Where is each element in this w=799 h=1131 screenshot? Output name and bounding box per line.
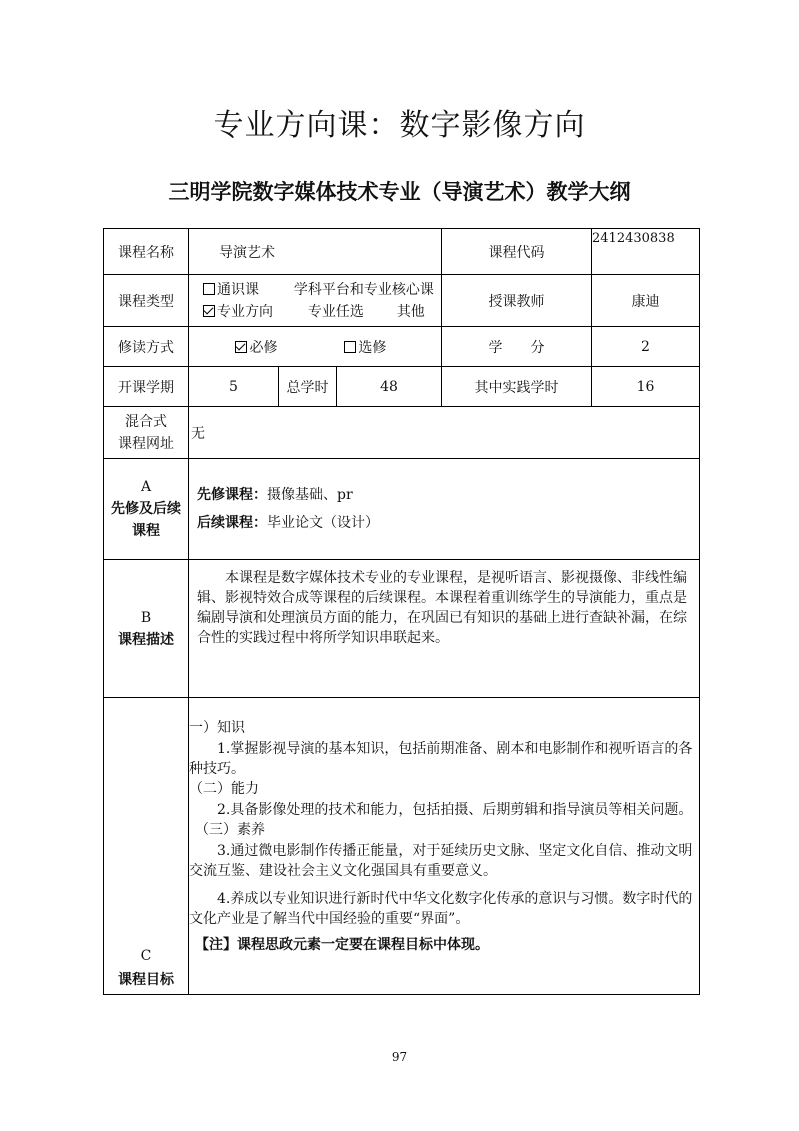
total-hours-value: 48	[337, 367, 442, 407]
credit-label: 学 分	[442, 327, 592, 367]
checkbox-checked-icon	[203, 305, 215, 317]
course-type-label: 课程类型	[104, 275, 189, 327]
c-label	[104, 698, 189, 995]
goal-note: 【注】课程思政元素一定要在课程目标中体现。	[195, 937, 489, 953]
semester-label: 开课学期	[104, 367, 189, 407]
row-b-description	[104, 560, 700, 698]
type-core: 学科平台和专业核心课	[293, 281, 434, 298]
type-general: 通识课	[217, 281, 259, 298]
practice-hours-value: 16	[592, 367, 700, 407]
row-semester	[104, 367, 700, 407]
checkbox-unchecked-icon	[203, 283, 215, 295]
prereq-value: 摄像基础、pr	[267, 487, 353, 503]
course-name-label: 课程名称	[104, 229, 189, 275]
goal-heading-knowledge: 一）知识	[189, 720, 245, 736]
total-hours-label: 总学时	[279, 367, 337, 407]
course-name-value: 导演艺术	[189, 229, 442, 275]
blended-label	[104, 407, 189, 459]
course-code-label: 课程代码	[442, 229, 592, 275]
blended-label-line1: 混合式	[125, 413, 167, 430]
goal-heading-ability: （二）能力	[189, 781, 259, 797]
checkbox-unchecked-icon	[344, 341, 356, 353]
blended-label-line2: 课程网址	[118, 435, 174, 452]
type-other: 其他	[396, 303, 425, 320]
course-description: 本课程是数字媒体技术专业的专业课程，是视听语言、影视摄像、非线性编辑、影视特效合成等课程的后续课程。本课程着重训练学生的导演能力，重点是编剧导演和处理演员方面的能力，在巩固已有知识的基础上进行查缺补漏，在综合性的实践过程中将所学知识串联起来。	[197, 570, 687, 646]
type-direction: 专业方向	[217, 303, 273, 320]
study-mode-label: 修读方式	[104, 327, 189, 367]
a-label-line2: 课程	[132, 523, 160, 539]
mode-elective: 选修	[358, 339, 387, 356]
goal-1: 1.掌握影视导演的基本知识，包括前期准备、剧本和电影制作和视听语言的各种技巧。	[189, 741, 693, 777]
c-content	[189, 698, 700, 995]
goal-2: 2.具备影像处理的技术和能力，包括拍摄、后期剪辑和指导演员等相关问题。	[217, 802, 693, 818]
blended-value: 无	[189, 407, 700, 459]
course-type-options	[189, 275, 442, 327]
study-mode-options	[189, 327, 442, 367]
mode-required: 必修	[249, 339, 278, 356]
row-course-name	[104, 229, 700, 275]
page-number: 97	[391, 1050, 408, 1064]
a-label-line1: 先修及后续	[111, 501, 181, 517]
row-c-goals	[104, 698, 700, 995]
teacher-value: 康迪	[592, 275, 700, 327]
a-letter: A	[140, 479, 152, 495]
course-code-value: 2412430838	[592, 229, 700, 275]
row-blended	[104, 407, 700, 459]
checkbox-checked-icon	[235, 341, 247, 353]
type-elective: 专业任选	[307, 303, 364, 320]
syllabus-table	[103, 228, 700, 995]
c-label-text: 课程目标	[118, 972, 174, 988]
semester-value: 5	[189, 367, 279, 407]
row-a-courses	[104, 459, 700, 560]
b-label	[104, 560, 189, 698]
b-letter: B	[140, 609, 152, 626]
prereq-label: 先修课程：	[197, 487, 267, 503]
a-label	[104, 459, 189, 560]
c-letter: C	[140, 948, 152, 964]
goal-heading-literacy: （三）素养	[195, 822, 265, 838]
page-subtitle: 三明学院数字媒体技术专业（导演艺术）教学大纲	[168, 180, 631, 204]
b-content	[189, 560, 700, 698]
goal-3: 3.通过微电影制作传播正能量，对于延续历史文脉、坚定文化自信、推动文明交流互鉴、建设社会主义文化强国具有重要意义。	[189, 843, 693, 879]
followup-label: 后续课程：	[197, 515, 267, 531]
b-label-text: 课程描述	[118, 631, 174, 648]
a-content	[189, 459, 700, 560]
practice-hours-label: 其中实践学时	[442, 367, 592, 407]
row-study-mode	[104, 327, 700, 367]
goal-4: 4.养成以专业知识进行新时代中华文化数字化传承的意识与习惯。数字时代的文化产业是了解当代中国经验的重要“界面”。	[189, 891, 693, 927]
followup-value: 毕业论文（设计）	[267, 515, 379, 531]
teacher-label: 授课教师	[442, 275, 592, 327]
row-course-type	[104, 275, 700, 327]
credit-value: 2	[592, 327, 700, 367]
page-title: 专业方向课：数字影像方向	[213, 108, 586, 143]
